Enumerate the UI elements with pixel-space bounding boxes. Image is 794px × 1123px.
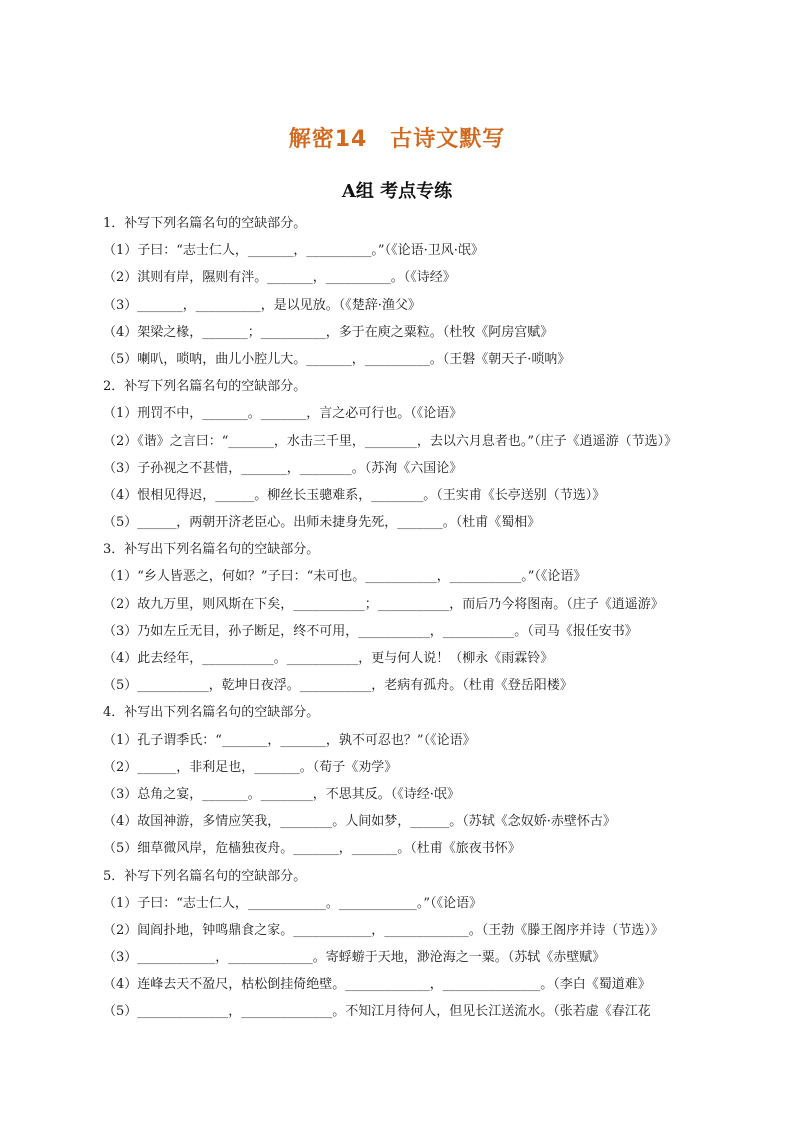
question-item: （4）此去经年，___________。___________，更与何人说！（柳永《雨霖铃》 — [103, 651, 554, 666]
question-item: （3）乃如左丘无目，孙子断足，终不可用，___________，___________。（司马《报任安书》 — [103, 623, 638, 639]
question-heading: 4．补写出下列名篇名句的空缺部分。 — [103, 705, 320, 721]
question-item: （3）总角之宴，_______。________，不思其反。（《诗经·氓》 — [103, 786, 460, 802]
question-heading: 3．补写出下列名篇名句的空缺部分。 — [103, 542, 320, 558]
question-item: （2）闾阎扑地，钟鸣鼎食之家。____________，_____________。（王勃《滕王阁序并诗（节选）》 — [103, 922, 664, 938]
question-item: （4）恨相见得迟，______。柳丝长玉骢难系，________。（王实甫《长亭送别（节选）》 — [103, 487, 606, 503]
question-item: （1）“乡人皆恶之，何如？”子曰：“未可也。___________，___________。”（《论语》 — [103, 569, 587, 585]
question-item: （2）故九万里，则风斯在下矣，___________；___________，而后乃今将图南。（庄子《逍遥游》 — [103, 596, 664, 612]
question-item: （5）细草微风岸，危樯独夜舟。_______，_______。（杜甫《旅夜书怀》 — [103, 841, 521, 857]
question-item: （5）______，两朝开济老臣心。出师未捷身先死，_______。（杜甫《蜀相》 — [103, 515, 541, 531]
question-item: （1）子曰：“志士仁人，_______，__________。”（《论语·卫风·氓》 — [103, 243, 484, 259]
question-item: （5）喇叭，唢呐，曲儿小腔儿大。_______，__________。（王磐《朝天子·唢呐》 — [103, 351, 571, 367]
question-item: （1）刑罚不中，_______。_______，言之必可行也。（《论语》 — [103, 406, 463, 422]
question-heading: 5．补写下列名篇名句的空缺部分。 — [103, 868, 307, 884]
question-item: （4）故国神游，多情应笑我，________。人间如梦，______。（苏轼《念奴娇·赤壁怀古》 — [103, 814, 616, 830]
question-item: （1）子曰：“志士仁人，____________。____________。”（《论语》 — [103, 895, 483, 911]
question-item: （2）______，非利足也，_______。（荀子《劝学》 — [103, 759, 398, 775]
question-heading: 1．补写下列名篇名句的空缺部分。 — [103, 216, 307, 231]
question-item: （5）______________，______________。不知江月待何人，但见长江送流水。（张若虚《春江花 — [103, 1004, 651, 1020]
section-subtitle: A组 考点专练 — [341, 181, 453, 202]
question-item: （1）孔子谓季氏：“_______，_______，孰不可忍也？”（《论语》 — [103, 732, 476, 748]
exercise-list — [103, 210, 763, 1026]
question-item: （3）____________，_____________。寄蜉蝣于天地，渺沧海之一粟。（苏轼《赤壁赋》 — [103, 950, 606, 966]
question-item: （3）子孙视之不甚惜，_______，________。（苏洵《六国论》 — [103, 460, 463, 476]
question-item: （4）连峰去天不盈尺，枯松倒挂倚绝壁。_____________，_______________。（李白《蜀道难》 — [103, 977, 651, 993]
question-item: （2）《谐》之言曰：“_______，水击三千里，________，去以六月息者也。”（庄子《逍遥游（节选）》 — [103, 433, 678, 449]
question-item: （5）___________，乾坤日夜浮。___________，老病有孤舟。（杜甫《登岳阳楼》 — [103, 678, 573, 694]
question-item: （2）淇则有岸，隰则有泮。_______，__________。（《诗经》 — [103, 270, 456, 286]
question-item: （3）_______，__________，是以见放。（《楚辞·渔父》 — [103, 297, 421, 313]
question-heading: 2．补写下列名篇名句的空缺部分。 — [103, 379, 307, 395]
question-item: （4）架梁之椽，_______；__________，多于在庾之粟粒。（杜牧《阿房宫赋》 — [103, 324, 554, 340]
page-title: 解密14 古诗文默写 — [288, 127, 506, 152]
